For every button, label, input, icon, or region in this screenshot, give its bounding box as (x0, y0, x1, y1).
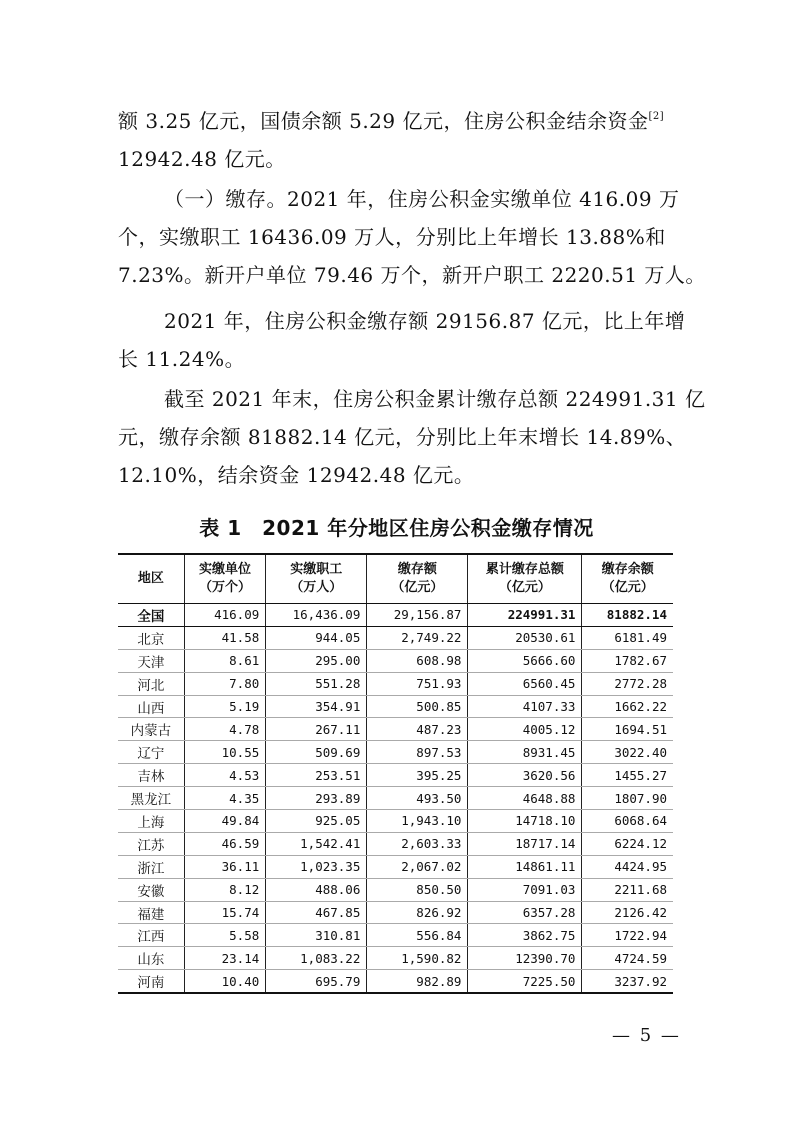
region-cell: 上海 (118, 810, 184, 833)
value-cell: 2772.28 (582, 672, 673, 695)
value-cell: 1722.94 (582, 924, 673, 947)
table-row (118, 878, 673, 901)
column-header-label: 实缴职工 (290, 562, 343, 577)
column-header (367, 554, 468, 604)
value-cell: 1455.27 (582, 764, 673, 787)
table-row (118, 649, 673, 672)
value-cell: 4107.33 (468, 695, 582, 718)
region-cell: 江苏 (118, 832, 184, 855)
value-cell: 556.84 (367, 924, 468, 947)
column-header (266, 554, 367, 604)
paragraph-line: 2021 年，住房公积金缴存额 29156.87 亿元，比上年增 (164, 309, 686, 333)
value-cell: 3862.75 (468, 924, 582, 947)
value-cell: 1807.90 (582, 787, 673, 810)
column-header (582, 554, 673, 604)
value-cell: 7.80 (184, 672, 265, 695)
paragraph-line: 7.23%。新开户单位 79.46 万个，新开户职工 2220.51 万人。 (118, 263, 706, 287)
value-cell: 267.11 (266, 718, 367, 741)
paragraph-line: 12.10%，结余资金 12942.48 亿元。 (118, 463, 475, 487)
value-cell: 493.50 (367, 787, 468, 810)
column-header-label: 实缴单位 (199, 562, 252, 577)
region-cell: 黑龙江 (118, 787, 184, 810)
value-cell: 1,023.35 (266, 855, 367, 878)
section-heading-line: （一）缴存。2021 年，住房公积金实缴单位 416.09 万 (164, 187, 680, 211)
table-body (118, 604, 673, 994)
region-cell: 山东 (118, 947, 184, 970)
value-cell: 8931.45 (468, 741, 582, 764)
table-row (118, 832, 673, 855)
table-row (118, 787, 673, 810)
value-cell: 4.78 (184, 718, 265, 741)
table-title: 表 1 2021 年分地区住房公积金缴存情况 (199, 516, 594, 540)
table-row (118, 901, 673, 924)
paragraph-line: 长 11.24%。 (118, 347, 246, 371)
table-row (118, 672, 673, 695)
value-cell: 4724.59 (582, 947, 673, 970)
value-cell: 3237.92 (582, 970, 673, 993)
region-cell: 吉林 (118, 764, 184, 787)
region-cell: 河北 (118, 672, 184, 695)
value-cell: 23.14 (184, 947, 265, 970)
table-row (118, 741, 673, 764)
value-cell: 1694.51 (582, 718, 673, 741)
value-cell: 944.05 (266, 626, 367, 649)
value-cell: 16,436.09 (266, 604, 367, 627)
value-cell: 416.09 (184, 604, 265, 627)
value-cell: 3620.56 (468, 764, 582, 787)
column-header (468, 554, 582, 604)
column-header (118, 554, 184, 604)
value-cell: 826.92 (367, 901, 468, 924)
column-header-unit: （万人） (290, 580, 343, 595)
paragraph-line: 个，实缴职工 16436.09 万人，分别比上年增长 13.88%和 (118, 225, 666, 249)
value-cell: 15.74 (184, 901, 265, 924)
value-cell: 488.06 (266, 878, 367, 901)
value-cell: 36.11 (184, 855, 265, 878)
value-cell: 1662.22 (582, 695, 673, 718)
value-cell: 850.50 (367, 878, 468, 901)
value-cell: 7091.03 (468, 878, 582, 901)
region-cell: 江西 (118, 924, 184, 947)
value-cell: 49.84 (184, 810, 265, 833)
value-cell: 2,603.33 (367, 832, 468, 855)
value-cell: 695.79 (266, 970, 367, 993)
value-cell: 1,083.22 (266, 947, 367, 970)
column-header-label: 地区 (137, 571, 164, 586)
text-span: 额 3.25 亿元，国债余额 5.29 亿元，住房公积金结余资金 (118, 109, 649, 133)
value-cell: 2126.42 (582, 901, 673, 924)
value-cell: 395.25 (367, 764, 468, 787)
footnote-reference[interactable]: [2] (648, 111, 665, 122)
value-cell: 8.61 (184, 649, 265, 672)
value-cell: 4424.95 (582, 855, 673, 878)
table-row (118, 970, 673, 993)
value-cell: 18717.14 (468, 832, 582, 855)
deposit-table (118, 553, 673, 994)
value-cell: 4005.12 (468, 718, 582, 741)
value-cell: 509.69 (266, 741, 367, 764)
region-cell: 全国 (118, 604, 184, 627)
column-header-unit: （亿元） (601, 580, 654, 595)
paragraph-line: 12942.48 亿元。 (118, 147, 286, 171)
table-row-total (118, 604, 673, 627)
value-cell: 751.93 (367, 672, 468, 695)
table-row (118, 718, 673, 741)
value-cell: 310.81 (266, 924, 367, 947)
value-cell: 4.53 (184, 764, 265, 787)
paragraph-line: 截至 2021 年末，住房公积金累计缴存总额 224991.31 亿 (164, 387, 706, 411)
value-cell: 608.98 (367, 649, 468, 672)
value-cell: 41.58 (184, 626, 265, 649)
table-header-row (118, 554, 673, 604)
value-cell: 46.59 (184, 832, 265, 855)
column-header-unit: （亿元） (498, 580, 551, 595)
value-cell: 6068.64 (582, 810, 673, 833)
value-cell: 10.40 (184, 970, 265, 993)
value-cell: 1782.67 (582, 649, 673, 672)
value-cell: 29,156.87 (367, 604, 468, 627)
value-cell: 6224.12 (582, 832, 673, 855)
page-number: — 5 — (612, 1025, 681, 1046)
value-cell: 925.05 (266, 810, 367, 833)
value-cell: 293.89 (266, 787, 367, 810)
value-cell: 6357.28 (468, 901, 582, 924)
region-cell: 辽宁 (118, 741, 184, 764)
region-cell: 福建 (118, 901, 184, 924)
value-cell: 3022.40 (582, 741, 673, 764)
region-cell: 安徽 (118, 878, 184, 901)
value-cell: 253.51 (266, 764, 367, 787)
value-cell: 500.85 (367, 695, 468, 718)
value-cell: 20530.61 (468, 626, 582, 649)
value-cell: 982.89 (367, 970, 468, 993)
value-cell: 5.58 (184, 924, 265, 947)
value-cell: 224991.31 (468, 604, 582, 627)
value-cell: 8.12 (184, 878, 265, 901)
region-cell: 河南 (118, 970, 184, 993)
value-cell: 897.53 (367, 741, 468, 764)
value-cell: 467.85 (266, 901, 367, 924)
value-cell: 295.00 (266, 649, 367, 672)
column-header (184, 554, 265, 604)
table-row (118, 947, 673, 970)
value-cell: 2,749.22 (367, 626, 468, 649)
value-cell: 487.23 (367, 718, 468, 741)
region-cell: 天津 (118, 649, 184, 672)
value-cell: 81882.14 (582, 604, 673, 627)
value-cell: 6560.45 (468, 672, 582, 695)
value-cell: 551.28 (266, 672, 367, 695)
table-row (118, 810, 673, 833)
region-cell: 山西 (118, 695, 184, 718)
table-row (118, 924, 673, 947)
value-cell: 1,943.10 (367, 810, 468, 833)
paragraph-line (118, 102, 678, 140)
value-cell: 12390.70 (468, 947, 582, 970)
value-cell: 6181.49 (582, 626, 673, 649)
column-header-label: 缴存余额 (601, 562, 654, 577)
column-header-label: 累计缴存总额 (485, 562, 564, 577)
table-row (118, 764, 673, 787)
value-cell: 1,590.82 (367, 947, 468, 970)
value-cell: 10.55 (184, 741, 265, 764)
value-cell: 4.35 (184, 787, 265, 810)
value-cell: 4648.88 (468, 787, 582, 810)
column-header-label: 缴存额 (397, 562, 437, 577)
paragraph-line: 元，缴存余额 81882.14 亿元，分别比上年末增长 14.89%、 (118, 425, 687, 449)
table-row (118, 855, 673, 878)
value-cell: 5666.60 (468, 649, 582, 672)
value-cell: 14718.10 (468, 810, 582, 833)
value-cell: 354.91 (266, 695, 367, 718)
value-cell: 2,067.02 (367, 855, 468, 878)
column-header-unit: （万个） (199, 580, 252, 595)
column-header-unit: （亿元） (391, 580, 444, 595)
region-cell: 内蒙古 (118, 718, 184, 741)
value-cell: 2211.68 (582, 878, 673, 901)
value-cell: 1,542.41 (266, 832, 367, 855)
region-cell: 北京 (118, 626, 184, 649)
region-cell: 浙江 (118, 855, 184, 878)
value-cell: 5.19 (184, 695, 265, 718)
table-row (118, 695, 673, 718)
value-cell: 14861.11 (468, 855, 582, 878)
value-cell: 7225.50 (468, 970, 582, 993)
table-row (118, 626, 673, 649)
